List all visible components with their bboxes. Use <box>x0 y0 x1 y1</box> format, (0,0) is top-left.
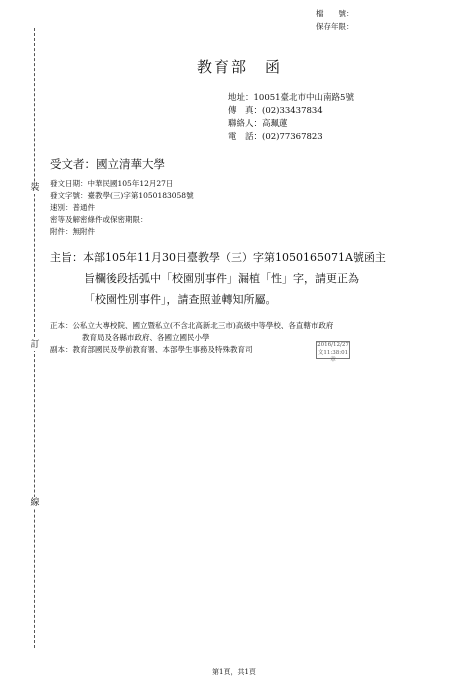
copy-recipients-line: 副本：教育部國民及學前教育署、本部學生事務及特殊教育司 <box>50 345 253 354</box>
receipt-stamp-time: 文11:38:01章 <box>317 349 349 363</box>
attachment-line: 附件：無附件 <box>50 227 95 236</box>
phone-line: 電 話：(02)77367823 <box>228 132 323 142</box>
file-number-field: 檔 號： <box>316 9 354 18</box>
contact-person-line: 聯絡人：高珮蓮 <box>228 119 288 129</box>
retention-field: 保存年限： <box>316 22 354 31</box>
subject-line-3: 「校園性別事件」，請查照並轉知所屬。 <box>84 293 277 306</box>
page-footer: 第1頁，共1頁 <box>212 668 256 676</box>
binding-line <box>34 28 35 648</box>
security-level-line: 密等及解密條件或保密期限： <box>50 215 148 224</box>
issue-date-line: 發文日期：中華民國105年12月27日 <box>50 179 174 188</box>
subject-line-1: 主旨：本部105年11月30日臺教學（三）字第1050165071A號函主 <box>50 251 386 264</box>
primary-recipients-line-2: 教育局及各縣市政府、各國立國民小學 <box>82 333 210 342</box>
subject-line-2: 旨欄後段括弧中「校園別事件」漏植「性」字，請更正為 <box>84 272 359 285</box>
recipient-line: 受文者：國立清華大學 <box>50 157 165 171</box>
primary-recipients-line-1: 正本：公私立大專校院、國立暨私立(不含北高新北三市)高級中等學校、各直轄市政府 <box>50 321 334 330</box>
address-line: 地址：10051臺北市中山南路5號 <box>228 93 354 103</box>
document-title: 教育部 函 <box>197 58 283 76</box>
document-number-line: 發文字號：臺教學(三)字第1050183058號 <box>50 191 194 200</box>
receipt-stamp <box>316 341 350 363</box>
binding-label-xian: 線 <box>30 498 40 508</box>
fax-line: 傳 真：(02)33437834 <box>228 106 323 116</box>
delivery-speed-line: 速別：普通件 <box>50 203 95 212</box>
receipt-stamp-date: 2016/12/27 <box>317 342 349 348</box>
binding-label-zhuang: 裝 <box>30 183 40 193</box>
binding-label-ding: 訂 <box>30 340 40 350</box>
